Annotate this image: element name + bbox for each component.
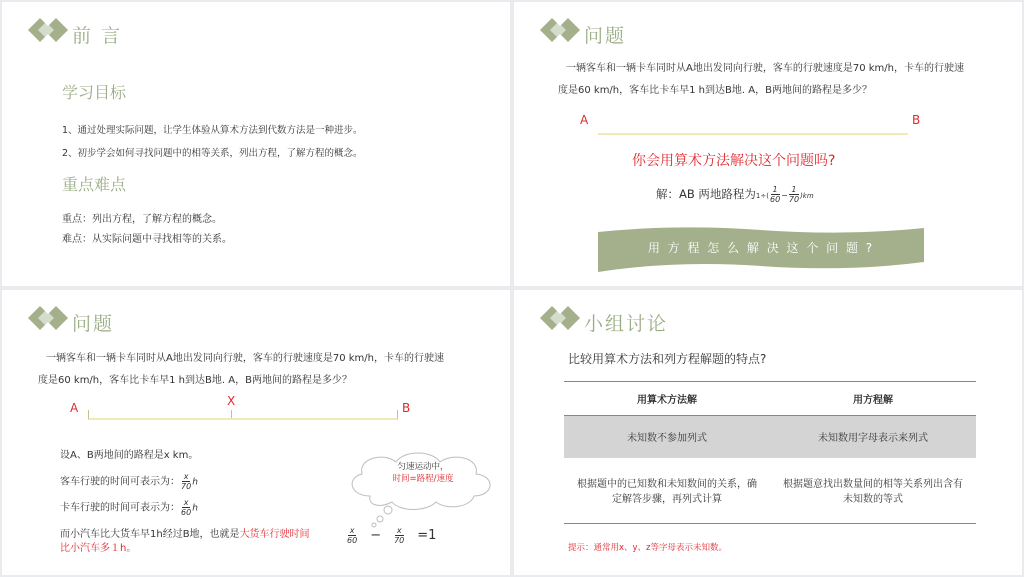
cloud-text: 匀速运动中， 时间=路程/速度: [392, 462, 454, 484]
goals-heading: 学习目标: [62, 83, 127, 102]
comparison-table: [564, 381, 976, 524]
goal-item: 1、通过处理实际问题，让学生体验从算术方法到代数方法是一种进步。: [62, 125, 363, 136]
point-a-label: A: [70, 401, 79, 415]
problem-text: 一辆客车和一辆卡车同时从A地出发同向行驶，客车的行驶速度是70 km/h，卡车的行驶速 度是60 km/h，客车比卡车早1 h到达B地. A，B两地间的路程是多少？: [38, 353, 444, 386]
key-point: 难点：从实际问题中寻找相等的关系。: [62, 234, 232, 245]
equation: $\frac{x}{60}$ − $\frac{x}{70}$ =1: [347, 526, 437, 545]
truck-time: 卡车行驶的时间可表示为： $\frac{x}{60}$ h: [60, 498, 198, 517]
slide-problem-equation[interactable]: [2, 290, 510, 575]
route-line: [88, 410, 398, 420]
key-heading: 重点难点: [62, 175, 127, 194]
table-row: [564, 416, 976, 458]
slide-group-discussion[interactable]: [514, 290, 1022, 575]
slide-title: 前 言: [72, 25, 123, 47]
point-x-label: X: [227, 394, 236, 408]
table-header-row: [564, 382, 976, 416]
table-cell: 未知数用字母表示来列式: [818, 433, 928, 445]
route-line: [598, 133, 908, 135]
hint-text: 提示：通常用x、y、z等字母表示未知数。: [568, 543, 728, 553]
table-cell: 根据题意找出数量间的相等关系列出含有 未知数的等式: [783, 479, 963, 506]
conclusion: 而小汽车比大货车早1h经过B地，也就是大货车行驶时间 比小汽车多１h。: [60, 529, 310, 554]
diamond-logo-icon: [528, 12, 590, 48]
point-b-label: B: [402, 401, 411, 415]
table-cell: 未知数不参加列式: [627, 433, 707, 445]
slide-problem-arithmetic[interactable]: [514, 2, 1022, 286]
goal-item: 2、初步学会如何寻找问题中的相等关系，列出方程，了解方程的概念。: [62, 148, 363, 159]
table-cell: 根据题中的已知数和未知数间的关系，确 定解答步骤，再列式计算: [577, 479, 757, 506]
banner-text: 用 方 程 怎 么 解 决 这 个 问 题 ?: [647, 241, 875, 255]
problem-text: 一辆客车和一辆卡车同时从A地出发同向行驶，客车的行驶速度是70 km/h，卡车的行驶速 度是60 km/h，客车比卡车早1 h到达B地. A，B两地间的路程是多少？: [558, 63, 964, 96]
point-a-label: A: [580, 113, 589, 127]
arithmetic-solution: 解：AB 两地路程为1÷( $\frac{1}{60}$ − $\frac{1}{70}$ )km: [656, 185, 814, 204]
let-statement: 设A、B两地间的路程是x km。: [60, 450, 199, 461]
slide-preface[interactable]: [2, 2, 510, 286]
slide-title: 问题: [72, 313, 115, 335]
slide-title: 小组讨论: [584, 313, 669, 335]
diamond-logo-icon: [16, 12, 78, 48]
point-b-label: B: [912, 113, 921, 127]
table-header: 用方程解: [853, 395, 893, 406]
diamond-logo-icon: [16, 300, 78, 336]
key-point: 重点：列出方程，了解方程的概念。: [62, 214, 222, 225]
bus-time: 客车行驶的时间可表示为： $\frac{x}{70}$ h: [60, 472, 198, 491]
cloud-callout-icon: [340, 448, 505, 528]
slide-title: 问题: [584, 25, 627, 47]
table-header: 用算术方法解: [637, 395, 697, 406]
discussion-question: 比较用算术方法和列方程解题的特点?: [568, 352, 767, 366]
table-row: [564, 458, 976, 524]
diamond-logo-icon: [528, 300, 590, 336]
arithmetic-question: 你会用算术方法解决这个问题吗?: [632, 153, 836, 169]
